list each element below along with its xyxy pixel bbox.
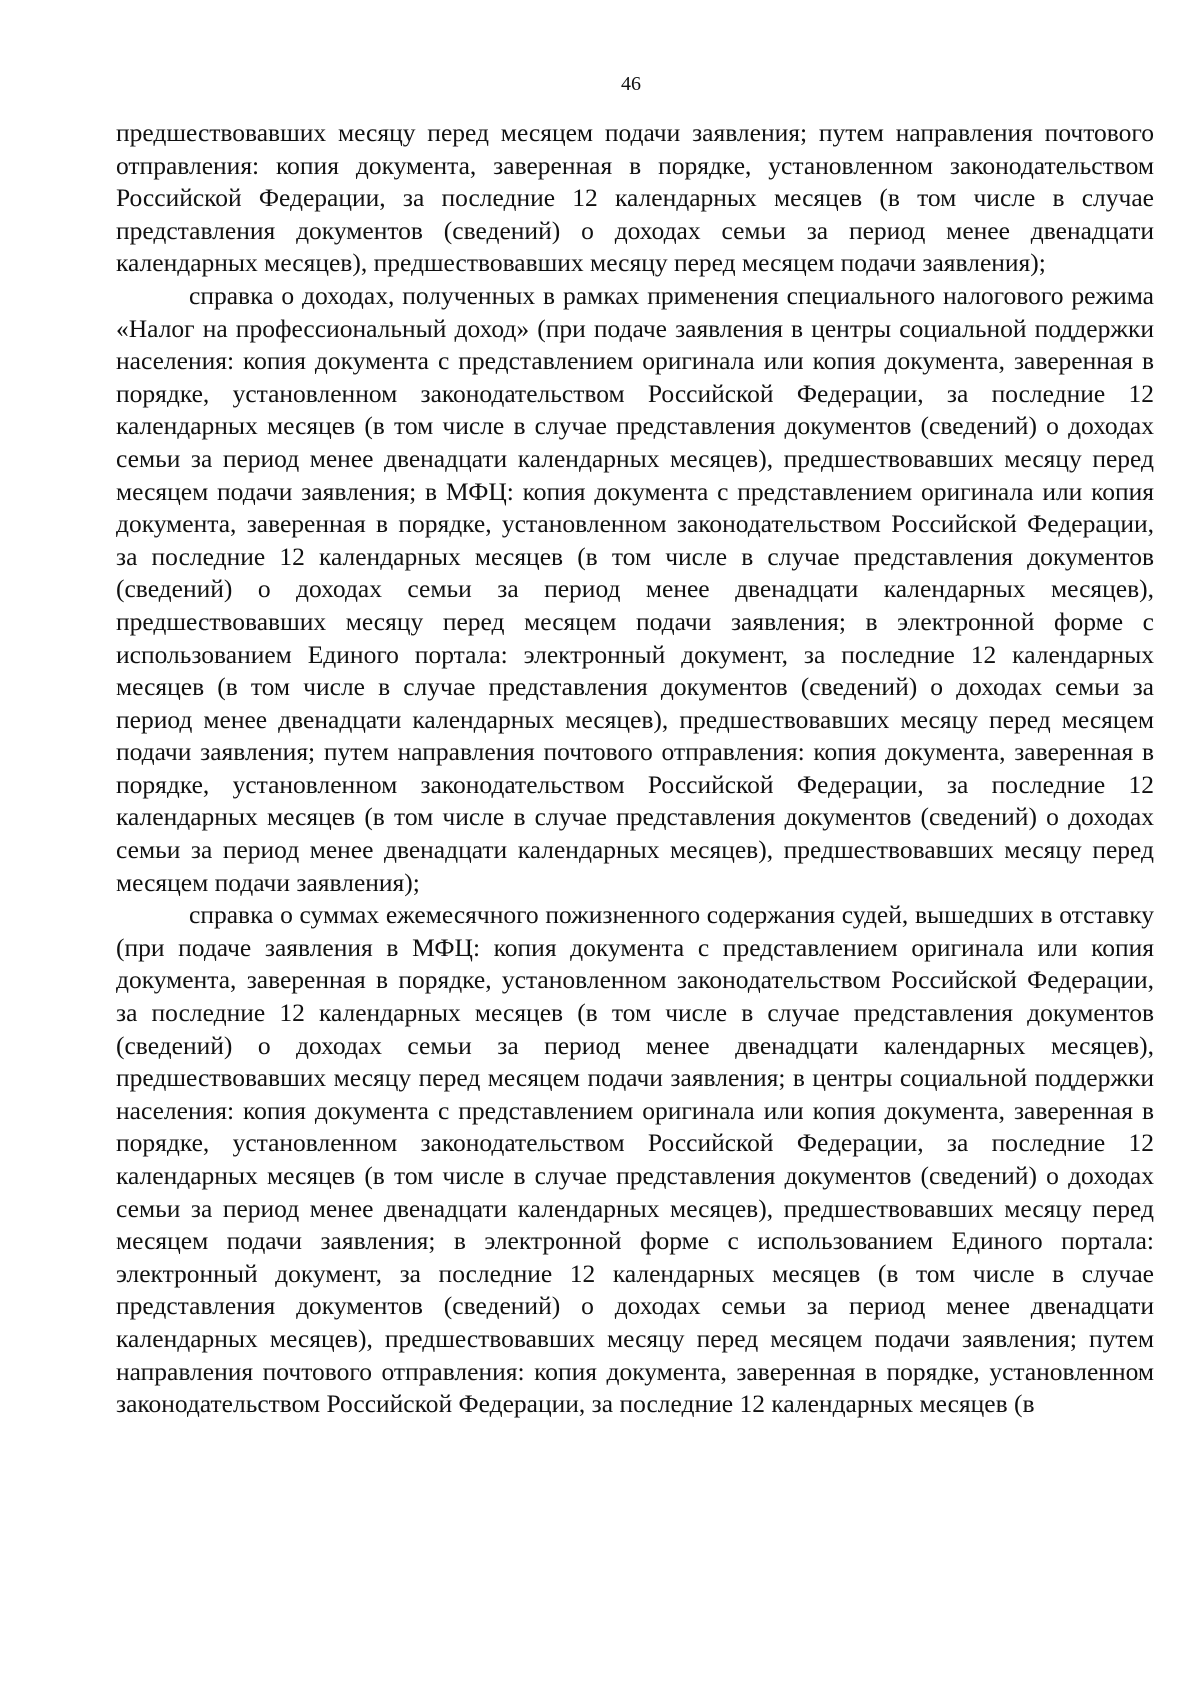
paragraph-continuation: предшествовавших месяцу перед месяцем подачи заявления; путем направления почтового отправления: копия документа, заверенная в порядке, установленном законодательством Российской Федерации, за последние 12 календарных месяцев (в том числе в случае представления документов (сведений) о доходах семьи за период менее двенадцати календарных месяцев), предшествовавших месяцу перед месяцем подачи заявления); <box>116 118 1154 278</box>
paragraph-professional-income-certificate: справка о доходах, полученных в рамках применения специального налогового режима «Налог на профессиональный доход» (при подаче заявления в центры социальной поддержки населения: копия документа с представлением оригинала или копия документа, заверенная в порядке, установленном законодательством Российской Федерации, за последние 12 календарных месяцев (в том числе в случае представления документов (сведений) о доходах семьи за период менее двенадцати календарных месяцев), предшествовавших месяцу перед месяцем подачи заявления; в МФЦ: копия документа с представлением оригинала или копия документа, заверенная в порядке, установленном законодательством Российской Федерации, за последние 12 календарных месяцев (в том числе в случае представления документов (сведений) о доходах семьи за период менее двенадцати календарных месяцев), предшествовавших месяцу перед месяцем подачи заявления; в электронной форме с использованием Единого портала: электронный документ, за последние 12 календарных месяцев (в том числе в случае представления документов (сведений) о доходах семьи за период менее двенадцати календарных месяцев), предшествовавших месяцу перед месяцем подачи заявления; путем направления почтового отправления: копия документа, заверенная в порядке, установленном законодательством Российской Федерации, за последние 12 календарных месяцев (в том числе в случае представления документов (сведений) о доходах семьи за период менее двенадцати календарных месяцев), предшествовавших месяцу перед месяцем подачи заявления); <box>116 280 1154 897</box>
document-body <box>116 117 1154 1421</box>
page-number: 46 <box>621 73 641 95</box>
paragraph-judges-allowance-certificate: справка о суммах ежемесячного пожизненного содержания судей, вышедших в отставку (при подаче заявления в МФЦ: копия документа с представлением оригинала или копия документа, заверенная в порядке, установленном законодательством Российской Федерации, за последние 12 календарных месяцев (в том числе в случае представления документов (сведений) о доходах семьи за период менее двенадцати календарных месяцев), предшествовавших месяцу перед месяцем подачи заявления; в центры социальной поддержки населения: копия документа с представлением оригинала или копия документа, заверенная в порядке, установленном законодательством Российской Федерации, за последние 12 календарных месяцев (в том числе в случае представления документов (сведений) о доходах семьи за период менее двенадцати календарных месяцев), предшествовавших месяцу перед месяцем подачи заявления; в электронной форме с использованием Единого портала: электронный документ, за последние 12 календарных месяцев (в том числе в случае представления документов (сведений) о доходах семьи за период менее двенадцати календарных месяцев), предшествовавших месяцу перед месяцем подачи заявления; путем направления почтового отправления: копия документа, заверенная в порядке, установленном законодательством Российской Федерации, за последние 12 календарных месяцев (в <box>116 900 1154 1419</box>
